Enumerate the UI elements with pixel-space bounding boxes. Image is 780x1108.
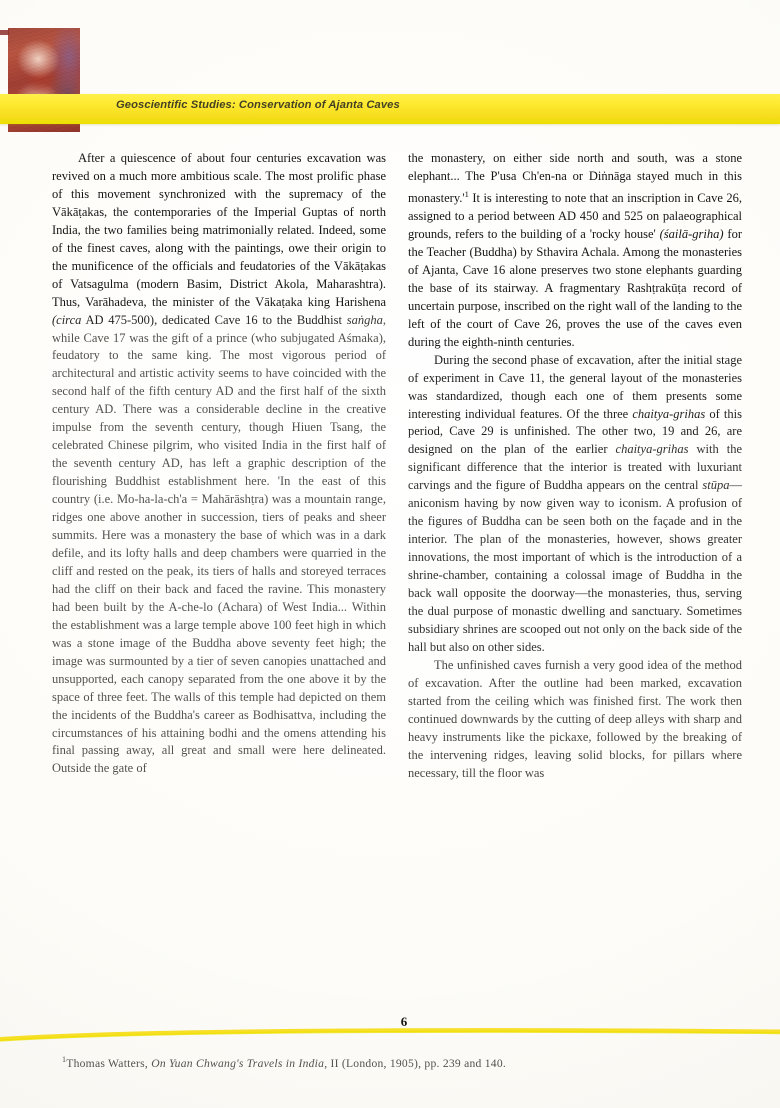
footnote-tail: , II (London, 1905), pp. 239 and 140. [324,1056,507,1070]
rc-seg-3: for the Teacher (Buddha) by Sthavira Achala. Among the monasteries of Ajanta, Cave 16 alone preserves two stone elephants guarding the base of its stairway. A fragmentary Rashṭrakūṭa record of uncertain purpose, inscribed on the right wall of the landing to the left of the court of Cave 26, proves the use of the caves even during the eighth-ninth centuries. [408,226,742,349]
left-column-paragraph [52,150,386,778]
footer-yellow-rule [0,1028,780,1044]
left-column [52,150,386,783]
rc-footnote-marker: 1 [464,188,469,199]
rc-seg-1: the monastery, on either side north and south, was a stone elephant... The P'usa Ch'en-na or Diṅnāga stayed much in this monastery.' [408,151,742,206]
rc-italic-chaitya-grihas-2: chaitya-grihas [615,442,689,457]
right-column-paragraph-2 [408,352,742,657]
rc-seg-4: During the second phase of excavation, after the initial stage of experiment in Cave 11, the general layout of the monasteries was standardized, though each one of them presents some interesting individual features. Of the three [408,352,742,421]
lc-italic-sangha: saṅgha [346,312,383,327]
rc-seg-8: The unfinished caves furnish a very good idea of the method of excavation. After the outline had been marked, excavation started from the ceiling which was finished first. The work then continued downwards by the cutting of deep alleys with sharp and heavy instruments like the pickaxe, followed by the breaking of the intervening ridges, leaving solid blocks, for pillars where necessary, till the floor was [408,657,742,780]
right-column-paragraph-3 [408,657,742,783]
rc-italic-chaitya-grihas-1: chaitya-grihas [632,406,706,421]
rc-seg-2: It is interesting to note that an inscription in Cave 26, assigned to a period between AD 450 and 525 on palaeographical grounds, refers to the building of a 'rocky house' [408,191,742,241]
footnote [62,1052,742,1071]
body-columns [52,150,742,783]
rc-seg-7: —aniconism having by now given way to iconism. A profusion of the figures of Buddha can be seen both on the façade and in the interior. The plan of the monasteries, however, shows greater innovations, the most important of which is the introduction of a shrine-chamber, containing a colossal image of Buddha in the back wall opposite the doorway—the monasteries, thus, serving the dual purpose of monastic dwelling and sanctuary. Sometimes subsidiary shrines are scooped out not only on the back side of the hall but also on other sides. [408,478,742,654]
rc-italic-shaila-griha: (śailā-griha) [659,226,724,241]
page-number: 6 [400,1014,408,1029]
lc-seg-1: After a quiescence of about four centuries excavation was revived on a much more ambitious scale. The most prolific phase of this movement synchronized with the supremacy of the Vākāṭakas, the contemporaries of the Imperial Guptas of north India, the two families being matrimonially related. Indeed, some of the finest caves, along with the paintings, owe their origin to the munificence of the officials and feudatories of the Vākāṭakas of Vatsagulma (modern Basim, District Akola, Maharashtra). Thus, Varāhadeva, the minister of the Vākaṭaka king Harishena [52,151,386,309]
right-column-paragraph-1 [408,150,742,352]
footnote-marker: 1 [62,1055,67,1064]
lc-italic-circa: (circa [52,312,82,327]
thumbnail-edge-mark [0,30,9,35]
footnote-author: Thomas Watters, [66,1056,152,1070]
lc-seg-3: , while Cave 17 was the gift of a prince (who subjugated Aśmaka), feudatory to the same king. The most vigorous period of architectural and artistic activity seems to have coincided with the second half of the fifth century AD and the first half of the sixth century AD. There was a considerable decline in the creative impulse from the seventh century, though Hiuen Tsang, the celebrated Chinese pilgrim, who visited India in the first half of the seventh century AD, has left a graphic description of the flourishing Buddhist establishment here. 'In the east of this country (i.e. Mo-ha-la-ch'a = Mahārāshṭra) was a mountain range, ridges one above another in succession, tiers of peaks and sheer summits. Here was a monastery the base of which was in a dark defile, and its lofty halls and deep chambers were quarried in the cliff and rested on the peak, its tiers of halls and storeyed terraces had the cliff on their back and faced the ravine. This monastery had been built by the A-che-lo (Achara) of West India... Within the establishment was a large temple above 100 feet high in which was a stone image of the Buddha above seventy feet high; the image was surmounted by a tier of seven canopies unattached and unsupported, each canopy separated from the one above it by the space of three feet. The walls of this temple had depicted on them the incidents of the Buddha's career as Bodhisattva, including the circumstances of his attaining bodhi and the omens attending his final passing away, all great and small were here delineated. Outside the gate of [52,312,386,776]
right-column [408,150,742,783]
running-head-title: Geoscientific Studies: Conservation of Ajanta Caves [116,99,400,111]
rc-italic-stupa: stūpa [702,478,730,493]
lc-seg-2: AD 475-500), dedicated Cave 16 to the Buddhist [81,312,347,327]
rc-seg-5: of this period, Cave 29 is unfinished. The other two, 19 and 26, are designed on the plan of the earlier [408,406,742,457]
footnote-title: On Yuan Chwang's Travels in India [151,1056,325,1070]
rc-seg-6: with the significant difference that the interior is treated with luxuriant carvings and the figure of Buddha appears on the central [408,442,743,493]
